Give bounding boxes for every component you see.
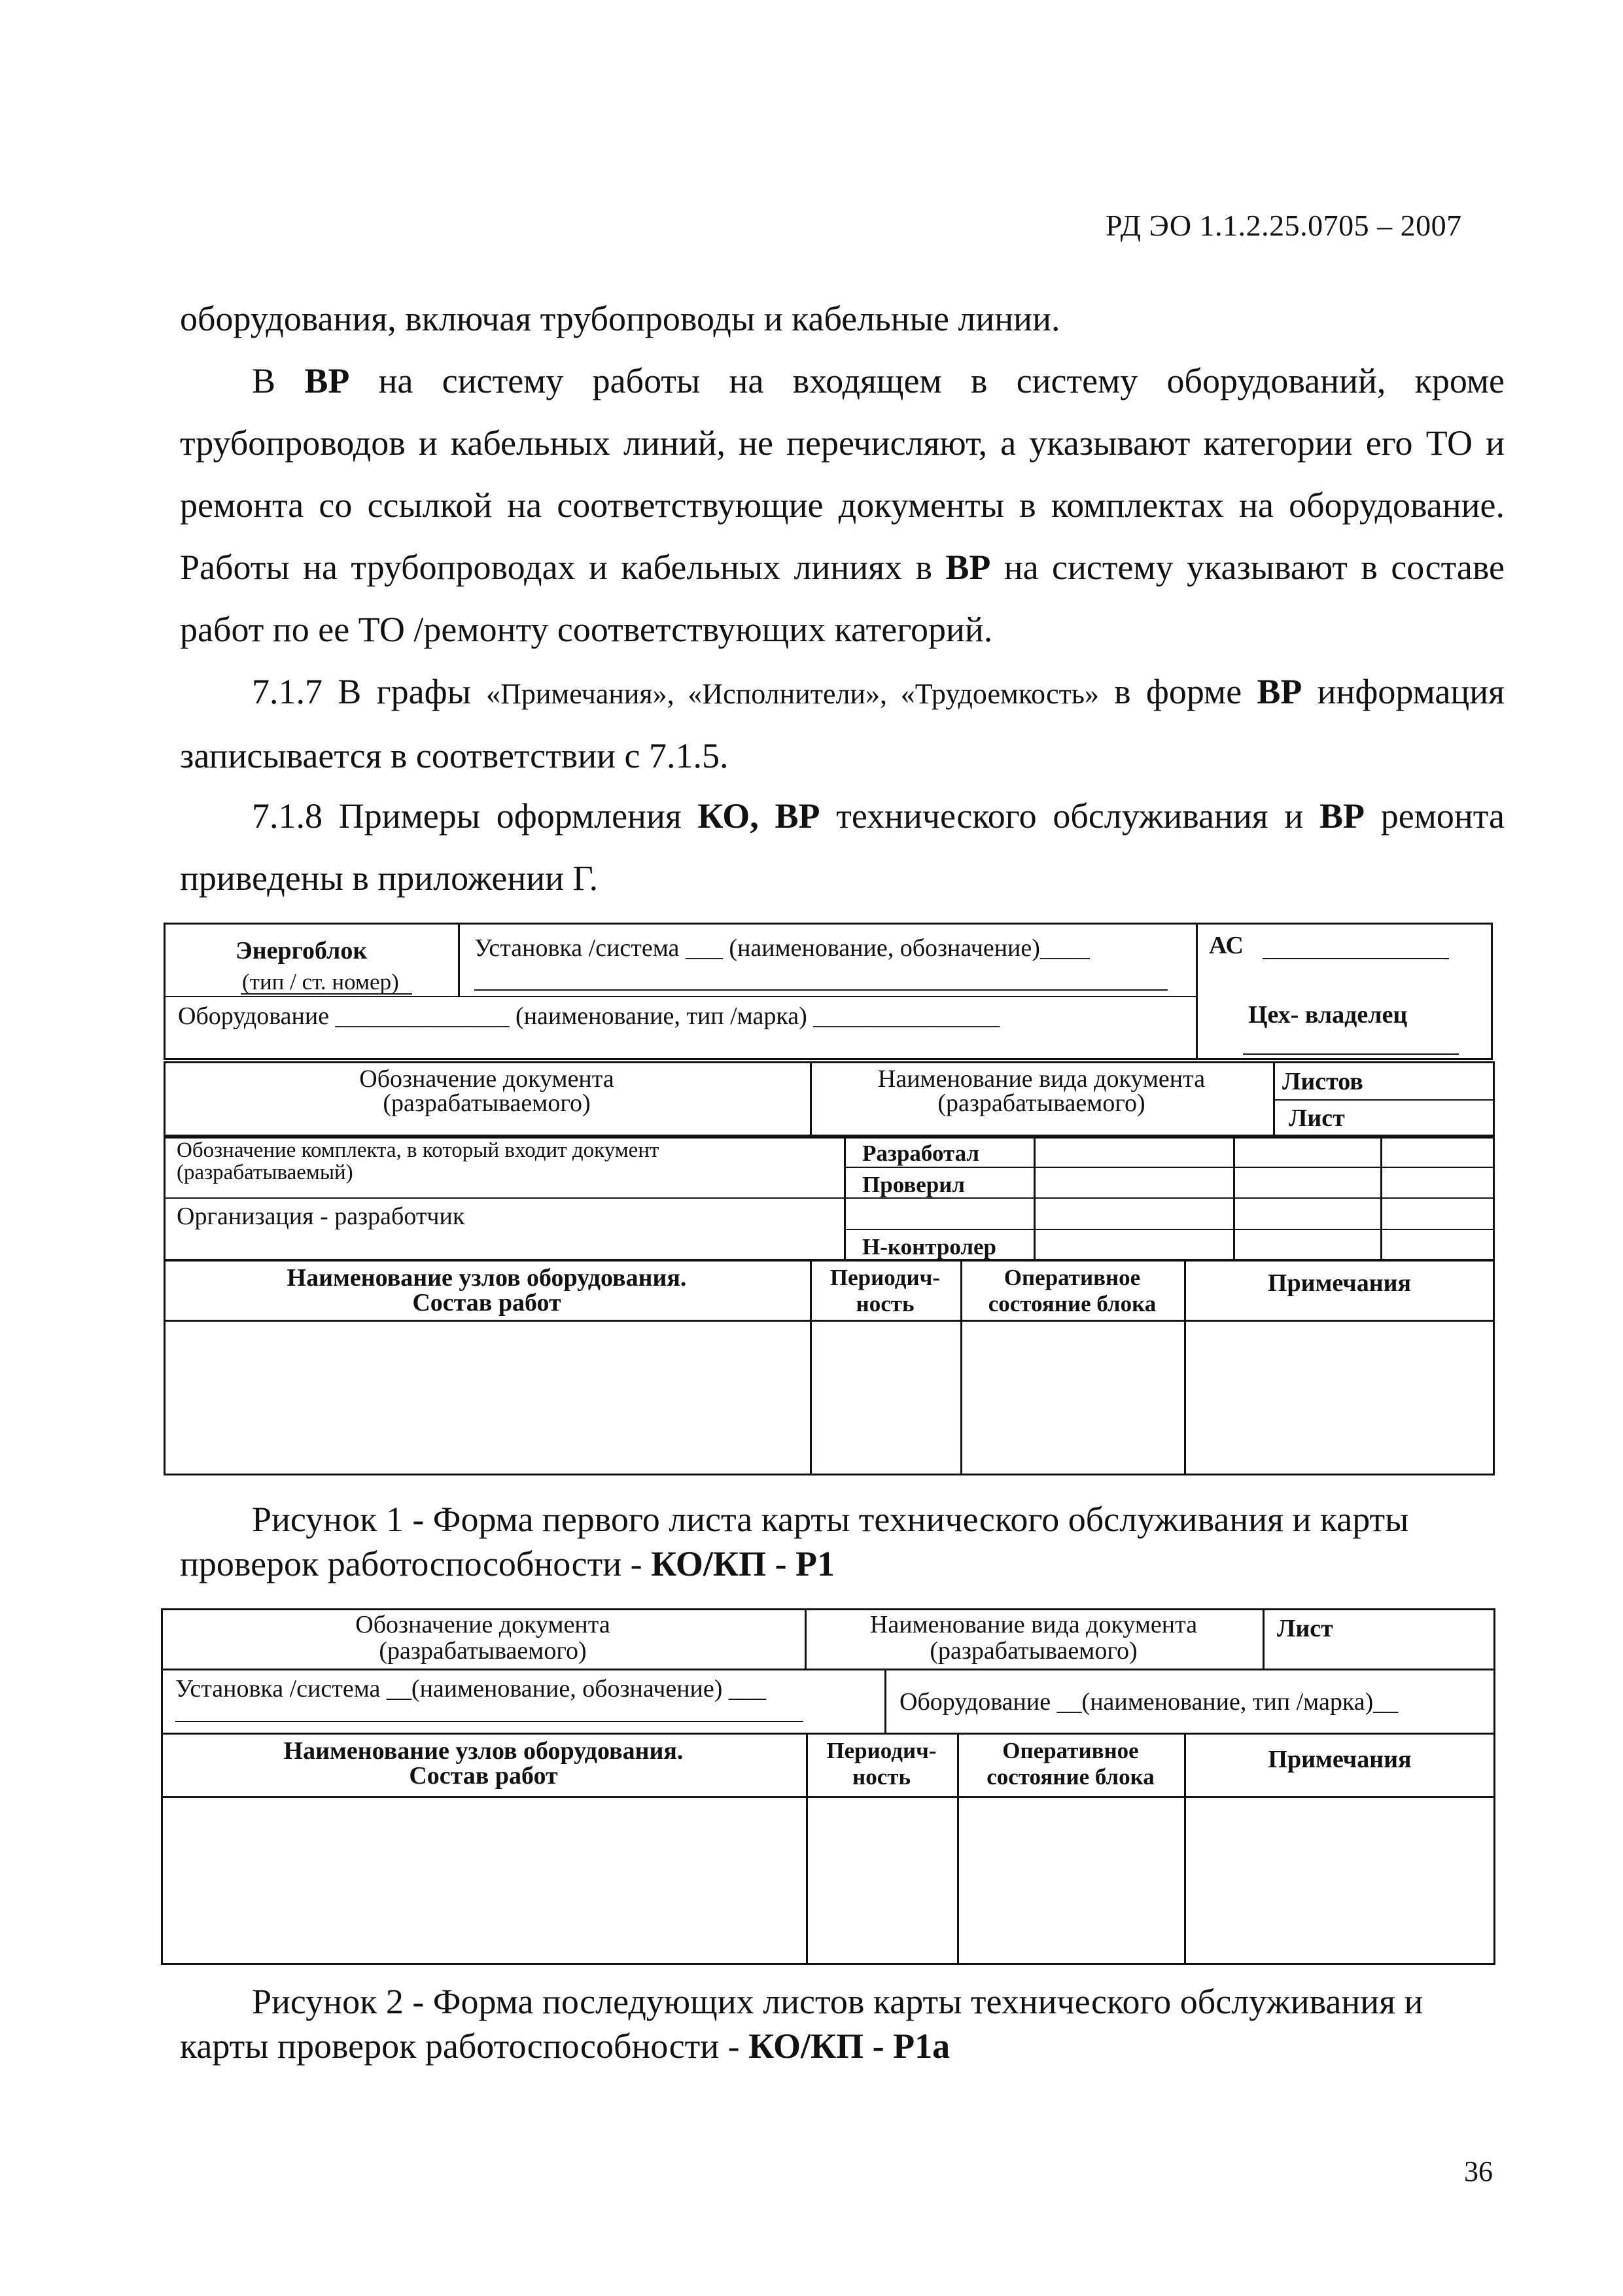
figure-2-caption-text: Рисунок 2 - Форма последующих листов карты технического обслуживания и карты проверок работоспособности -: [180, 1982, 1423, 2066]
form1-razrabotal: Разработал: [862, 1140, 980, 1166]
figure-1-caption: [180, 1497, 1514, 1586]
form2-vline-c: [884, 1669, 886, 1733]
form2-nost: ность: [852, 1764, 911, 1790]
form1-razrab-2: (разрабатываемого): [937, 1089, 1145, 1117]
form1-energoblok-sub: (тип / ст. номер): [242, 969, 399, 995]
form2-periodich: Периодич-: [826, 1738, 937, 1763]
form2-operativnoe: Оперативное: [1002, 1738, 1139, 1763]
form1-proveril: Проверил: [862, 1172, 966, 1197]
page-number: 36: [1464, 2155, 1493, 2187]
form2-naim-vida: Наименование вида документа: [869, 1611, 1198, 1638]
form1-organizatsiya: Организация - разработчик: [177, 1203, 465, 1230]
paragraph-1: [180, 288, 1505, 350]
figure-1-caption-text: Рисунок 1 - Форма первого листа карты технического обслуживания и карты проверок работоспособности -: [180, 1500, 1409, 1583]
p2-bold-vr: ВР: [304, 361, 350, 400]
form1-hline-2: [1273, 1099, 1495, 1101]
paragraph-1-text: оборудования, включая трубопроводы и кабельные линии.: [180, 299, 1060, 338]
figure-1-code: КО/КП - Р1: [651, 1544, 835, 1583]
p3-bold-vr: ВР: [1257, 672, 1302, 711]
form1-vline-g: [1233, 1137, 1235, 1261]
form1-oborudovanie: Оборудование ______________ (наименование, тип /марка) _______________: [178, 1002, 1000, 1030]
form1-operativnoe: Оперативное: [1003, 1265, 1141, 1290]
form2-oboznachenie-doc: Обозначение документа: [355, 1611, 610, 1638]
form1-oboznachenie-doc: Обозначение документа: [359, 1065, 614, 1093]
form1-vline-b: [1196, 923, 1198, 1060]
form1-nost: ность: [856, 1291, 915, 1316]
form1-vline-h: [1380, 1137, 1382, 1261]
p2-c: на систему работы на входящем в систему оборудований, кроме трубопроводов и кабельных линий, не перечисляют, а указывают категории его ТО и ремонта со ссылкой на соответствующие документы в комплектах на оборудование. Работы на трубопроводах и кабельных линиях в: [180, 361, 1505, 587]
figure-2-caption: [180, 1979, 1514, 2068]
p3-quoted-columns: «Примечания», «Исполнители», «Трудоемкость»: [486, 678, 1099, 710]
form1-as: АС: [1209, 932, 1244, 959]
form1-hline-6: [844, 1229, 1495, 1230]
form1-underline-tseh: [1243, 1053, 1459, 1055]
form1-underline-energoblok: [241, 993, 412, 995]
form2-primechaniya: Примечания: [1268, 1746, 1412, 1773]
form1-hline-1: [164, 996, 1197, 997]
form1-naim-uzlov: Наименование узлов оборудования.: [287, 1264, 687, 1292]
form1-tseh-vladelets: Цех- владелец: [1248, 1001, 1408, 1029]
form1-hline-3: [164, 1197, 844, 1199]
figure-2-code: КО/КП - Р1а: [748, 2026, 951, 2066]
p4-bold-vr: ВР: [1319, 796, 1365, 836]
form1-underline-ustanovka: [474, 989, 1168, 991]
form1-vline-f: [1034, 1137, 1036, 1261]
form2-hline-1: [161, 1669, 1495, 1670]
form2-razrab-2: (разрабатываемого): [930, 1637, 1138, 1665]
form1-razrab-m: (разрабатываемый): [177, 1161, 353, 1184]
form2-razrab-1: (разрабатываемого): [379, 1637, 587, 1665]
form1-ustanovka: Установка /система ___ (наименование, обозначение)____: [474, 934, 1090, 962]
form1-hline-7: [164, 1320, 1495, 1322]
form2-oborudovanie: Оборудование __(наименование, тип /марка)__: [899, 1688, 1399, 1716]
form1-energoblok: Энергоблок: [236, 937, 368, 964]
p3-b: в форме: [1098, 672, 1257, 711]
form1-vline-e: [844, 1137, 846, 1261]
p4-a: 7.1.8 Примеры оформления: [252, 796, 698, 836]
form2-naim-uzlov: Наименование узлов оборудования.: [283, 1737, 684, 1765]
form1-n-kontroler: Н-контролер: [862, 1234, 997, 1260]
form2-sostoyanie: состояние блока: [986, 1764, 1155, 1790]
form1-naim-vida: Наименование вида документа: [877, 1065, 1206, 1093]
form1-listov: Листов: [1282, 1068, 1363, 1095]
form2-vline-b: [1263, 1608, 1265, 1669]
document-code: РД ЭО 1.1.2.25.0705 – 2007: [1106, 209, 1462, 242]
form2-sostav-rabot: Состав работ: [409, 1762, 558, 1790]
p4-bold-ko-vr: КО, ВР: [697, 796, 820, 836]
p3-d: информация записывается в соответствии с 7.1.5.: [180, 672, 1505, 775]
form1-primechaniya: Примечания: [1267, 1269, 1412, 1297]
p2-bold-vr-2: ВР: [945, 548, 991, 587]
form1-sostav-rabot: Состав работ: [412, 1289, 561, 1316]
paragraph-2: [180, 350, 1505, 661]
p4-c: технического обслуживания и: [820, 796, 1319, 836]
p2-a: В: [252, 361, 305, 400]
p3-a: 7.1.7 В графы: [252, 672, 487, 711]
p4-e: ремонта приведены в приложении Г.: [180, 796, 1505, 898]
form1-sostoyanie: состояние блока: [988, 1291, 1157, 1316]
form1-periodich: Периодич-: [829, 1265, 941, 1290]
paragraph-3: [180, 661, 1505, 787]
form2-ustanovka: Установка /система __(наименование, обозначение) ___: [175, 1675, 766, 1703]
form1-vline-a: [458, 923, 460, 996]
form1-underline-as: [1263, 958, 1449, 959]
form1-list: Лист: [1289, 1104, 1345, 1132]
form1-razrab-1: (разрабатываемого): [383, 1089, 591, 1117]
form1-oboz-komplekta: Обозначение комплекта, в который входит документ: [177, 1139, 659, 1162]
form2-list: Лист: [1277, 1615, 1333, 1642]
form2-hline-2: [161, 1733, 1495, 1735]
paragraph-4: [180, 785, 1505, 910]
p2-e: на систему указывают в составе работ по ее ТО /ремонту соответствующих категорий.: [180, 548, 1505, 649]
form2-underline-ustanovka: [175, 1721, 803, 1722]
form2-hline-3: [161, 1796, 1495, 1798]
